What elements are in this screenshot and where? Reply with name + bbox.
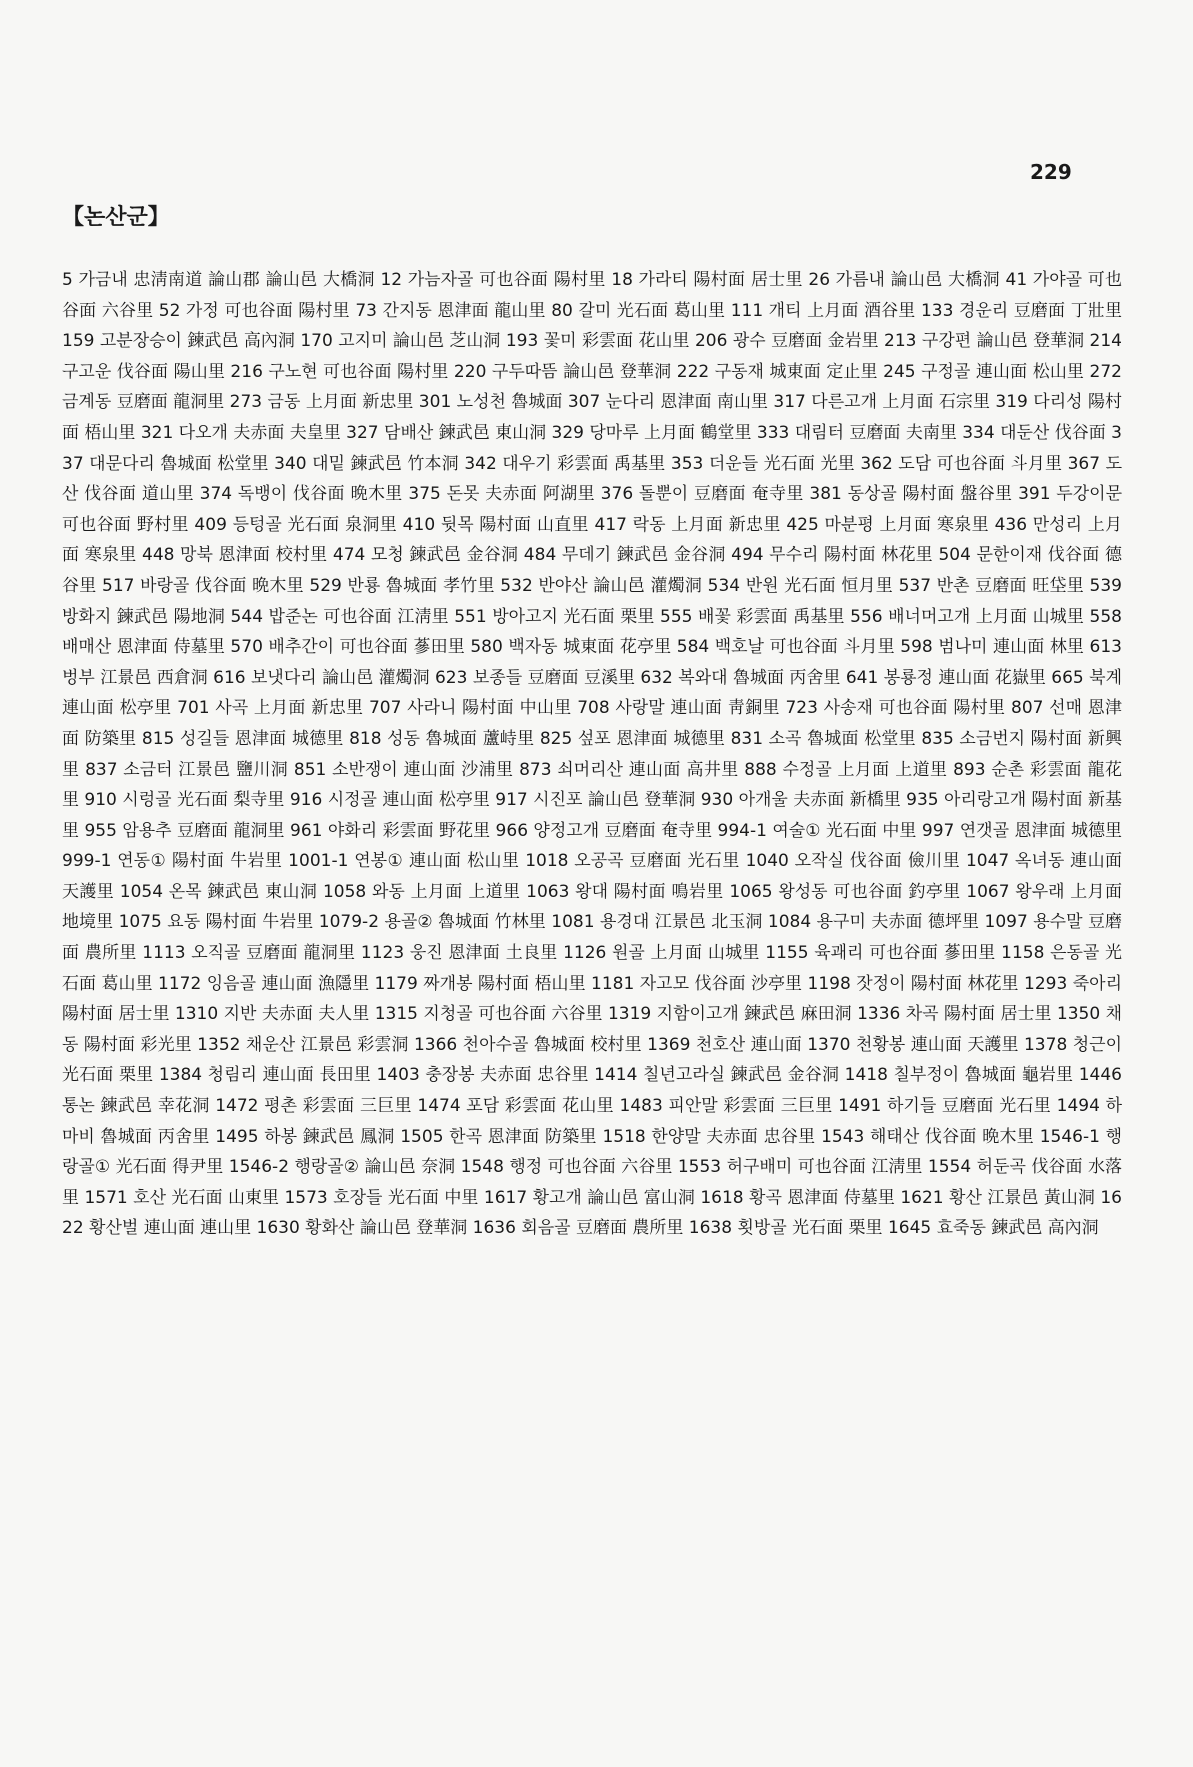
- page-number: 229: [1030, 160, 1072, 184]
- section-title: 【논산군】: [62, 205, 170, 230]
- body-text: 5 가금내 忠淸南道 論山郡 論山邑 大橋洞 12 가늠자골 可也谷面 陽村里 18 가라티 陽村面 居士里 26 가름내 論山邑 大橋洞 41 가야골 可也谷面 六谷里 52 가정 可也谷面 陽村里 73 간지동 恩津面 龍山里 80 갈미 光石面 葛山里 111 개티 上月面 酒谷里 133 경운리 豆磨面 丁壯里 159 고분장승이 鍊武邑 高內洞 170 고지미 論山邑 芝山洞 193 꽃미 彩雲面 花山里 206 광수 豆磨面 金岩里 213 구강편 論山邑 登華洞 214 구고운 伐谷面 陽山里 216 구노현 可也谷面 陽村里 220 구두따뜸 論山邑 登華洞 222 구동재 城東面 定止里 245 구정골 連山面 松山里 272 금계동 豆磨面 龍洞里 273 금동 上月面 新忠里 301 노성천 魯城面 307 눈다리 恩津面 南山里 317 다른고개 上月面 石宗里 319 다리성 陽村面 梧山里 321 다오개 夫赤面 夫皇里 327 담배산 鍊武邑 東山洞 329 당마루 上月面 鶴堂里 333 대림터 豆磨面 夫南里 334 대둔산 伐谷面 337 대문다리 魯城面 松堂里 340 대밑 鍊武邑 竹本洞 342 대우기 彩雲面 禹基里 353 더운들 光石面 光里 362 도담 可也谷面 斗月里 367 도산 伐谷面 道山里 374 독뱅이 伐谷面 晩木里 375 돈못 夫赤面 阿湖里 376 돌뿐이 豆磨面 奄寺里 381 동상골 陽村面 盤谷里 391 두강이문 可也谷面 野村里 409 등텅골 光石面 泉洞里 410 뒷목 陽村面 山直里 417 락동 上月面 新忠里 425 마분평 上月面 寒泉里 436 만성리 上月面 寒泉里 448 망북 恩津面 校村里 474 모청 鍊武邑 金谷洞 484 무데기 鍊武邑 金谷洞 494 무수리 陽村面 林花里 504 문한이재 伐谷面 德谷里 517 바랑골 伐谷面 晩木里 529 반룡 魯城面 孝竹里 532 반야산 論山邑 灌燭洞 534 반원 光石面 恒月里 537 반촌 豆磨面 旺垈里 539 방화지 鍊武邑 陽地洞 544 밥준논 可也谷面 江淸里 551 방아고지 光石面 栗里 555 배꽃 彩雲面 禹基里 556 배너머고개 上月面 山城里 558 배매산 恩津面 侍墓里 570 배추간이 可也谷面 蔘田里 580 백자동 城東面 花亭里 584 백호날 可也谷面 斗月里 598 범나미 連山面 林里 613 벙부 江景邑 西倉洞 616 보냇다리 論山邑 灌燭洞 623 보종들 豆磨面 豆溪里 632 복와대 魯城面 丙舍里 641 봉룡정 連山面 花嶽里 665 북계 連山面 松亭里 701 사곡 上月面 新忠里 707 사라니 陽村面 中山里 708 사랑말 連山面 靑銅里 723 사송재 可也谷面 陽村里 807 선매 恩津面 防築里 815 성길들 恩津面 城德里 818 성동 魯城面 蘆峙里 825 섶포 恩津面 城德里 831 소곡 魯城面 松堂里 835 소금번지 陽村面 新興里 837 소금터 江景邑 鹽川洞 851 소반쟁이 連山面 沙浦里 873 쇠머리산 連山面 高井里 888 수정골 上月面 上道里 893 순촌 彩雲面 龍花里 910 시렁골 光石面 梨寺里 916 시정골 連山面 松亭里 917 시진포 論山邑 登華洞 930 아개울 夫赤面 新橋里 935 아리랑고개 陽村面 新基里 955 암용추 豆磨面 龍洞里 961 야화리 彩雲面 野花里 966 양정고개 豆磨面 奄寺里 994-1 여술① 光石面 中里 997 연갯골 恩津面 城德里 999-1 연동① 陽村面 牛岩里 1001-1 연봉① 連山面 松山里 1018 오공곡 豆磨面 光石里 1040 오작실 伐谷面 儉川里 1047 옥녀동 連山面 天護里 1054 온목 鍊武邑 東山洞 1058 와동 上月面 上道里 1063 왕대 陽村面 鳴岩里 1065 왕성동 可也谷面 釣亭里 1067 왕우래 上月面 地境里 1075 요동 陽村面 牛岩里 1079-2 용골② 魯城面 竹林里 1081 용경대 江景邑 北玉洞 1084 용구미 夫赤面 德坪里 1097 용수말 豆磨面 農所里 1113 오직골 豆磨面 龍洞里 1123 웅진 恩津面 土良里 1126 원골 上月面 山城里 1155 육괘리 可也谷面 蔘田里 1158 은동골 光石面 葛山里 1172 잉음골 連山面 漁隱里 1179 짜개봉 陽村面 梧山里 1181 자고모 伐谷面 沙亭里 1198 잣정이 陽村面 林花里 1293 죽아리 陽村面 居士里 1310 지반 夫赤面 夫人里 1315 지청골 可也谷面 六谷里 1319 지함이고개 鍊武邑 麻田洞 1336 차곡 陽村面 居士里 1350 채동 陽村面 彩光里 1352 채운산 江景邑 彩雲洞 1366 천아수골 魯城面 校村里 1369 천호산 連山面 1370 천황봉 連山面 天護里 1378 청근이 光石面 栗里 1384 청림리 連山面 長田里 1403 충장봉 夫赤面 忠谷里 1414 칠년고라실 鍊武邑 金谷洞 1418 칠부정이 魯城面 龜岩里 1446 통논 鍊武邑 幸花洞 1472 평촌 彩雲面 三巨里 1474 포담 彩雲面 花山里 1483 피안말 彩雲面 三巨里 1491 하기들 豆磨面 光石里 1494 하마비 魯城面 丙舍里 1495 하봉 鍊武邑 鳳洞 1505 한곡 恩津面 防築里 1518 한양말 夫赤面 忠谷里 1543 해태산 伐谷面 晩木里 1546-1 행랑골① 光石面 得尹里 1546-2 행랑골② 論山邑 奈洞 1548 행정 可也谷面 六谷里 1553 허구배미 可也谷面 江淸里 1554 허둔곡 伐谷面 水落里 1571 호산 光石面 山東里 1573 호장들 光石面 中里 1617 황고개 論山邑 富山洞 1618 황곡 恩津面 侍墓里 1621 황산 江景邑 黃山洞 1622 황산벌 連山面 連山里 1630 황화산 論山邑 登華洞 1636 회음골 豆磨面 農所里 1638 횟방골 光石面 栗里 1645 효죽동 鍊武邑 高內洞: [62, 270, 1122, 1239]
